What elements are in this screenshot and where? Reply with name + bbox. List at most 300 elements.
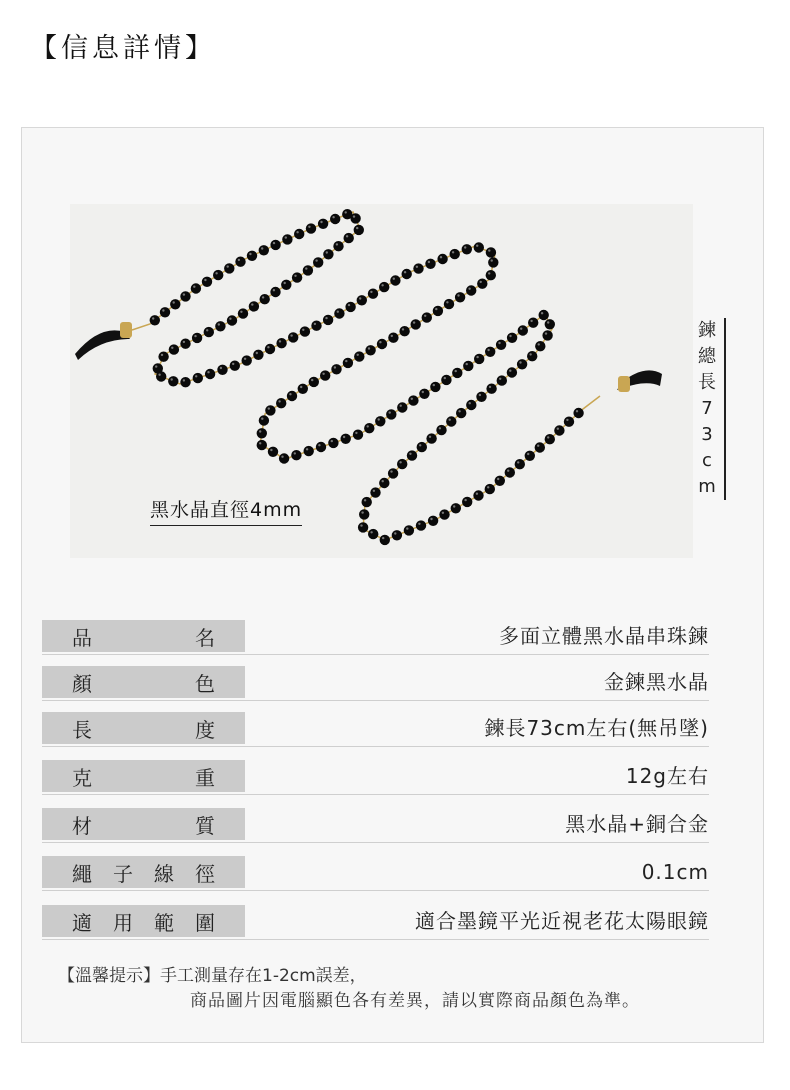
- crystal-bead: [276, 398, 286, 408]
- bead-highlight: [418, 523, 420, 525]
- bead-highlight: [215, 272, 217, 274]
- spec-label-char: 長: [72, 717, 92, 742]
- bead-highlight: [284, 282, 286, 284]
- crystal-bead: [407, 450, 417, 460]
- crystal-bead: [205, 369, 215, 379]
- bead-highlight: [345, 211, 347, 213]
- crystal-bead: [390, 275, 400, 285]
- bead-highlight: [229, 318, 231, 320]
- bead-highlight: [232, 363, 234, 365]
- crystal-bead: [311, 321, 321, 331]
- bead-highlight: [305, 267, 307, 269]
- crystal-bead: [328, 438, 338, 448]
- crystal-bead: [230, 361, 240, 371]
- crystal-bead: [150, 315, 160, 325]
- bead-highlight: [452, 251, 454, 253]
- crystal-bead: [462, 244, 472, 254]
- bead-highlight: [399, 461, 401, 463]
- bead-highlight: [194, 335, 196, 337]
- bead-highlight: [364, 499, 366, 501]
- bead-highlight: [204, 279, 206, 281]
- crystal-bead: [399, 326, 409, 336]
- spec-label-char: 子: [113, 861, 133, 886]
- spec-label-char: 顏: [72, 671, 92, 696]
- bead-highlight: [382, 537, 384, 539]
- bead-highlight: [308, 226, 310, 228]
- crystal-bead: [331, 364, 341, 374]
- crystal-bead: [411, 319, 421, 329]
- bead-highlight: [491, 259, 493, 261]
- spec-value: 黑水晶+銅合金: [565, 812, 709, 836]
- bead-highlight: [480, 281, 482, 283]
- crystal-bead: [426, 433, 436, 443]
- crystal-bead: [323, 315, 333, 325]
- bead-highlight: [361, 511, 363, 513]
- crystal-bead: [318, 219, 328, 229]
- spec-row: [42, 712, 709, 747]
- spec-row: [42, 808, 709, 843]
- bead-highlight: [390, 470, 392, 472]
- bead-highlight: [446, 301, 448, 303]
- bead-highlight: [251, 303, 253, 305]
- spec-label: [42, 856, 245, 888]
- crystal-bead: [294, 229, 304, 239]
- crystal-bead: [379, 282, 389, 292]
- bead-highlight: [464, 499, 466, 501]
- crystal-bead: [259, 245, 269, 255]
- bead-highlight: [389, 411, 391, 413]
- bead-highlight: [424, 315, 426, 317]
- crystal-bead: [528, 318, 538, 328]
- crystal-bead: [343, 358, 353, 368]
- bead-highlight: [440, 256, 442, 258]
- spec-label-char: 名: [195, 625, 215, 650]
- right-coil: [618, 376, 630, 392]
- crystal-bead: [413, 263, 423, 273]
- crystal-bead: [402, 269, 412, 279]
- spec-label: [42, 620, 245, 652]
- length-label-char: 總: [698, 346, 716, 367]
- crystal-bead: [362, 497, 372, 507]
- crystal-bead: [539, 310, 549, 320]
- crystal-bead: [485, 484, 495, 494]
- bead-highlight: [306, 448, 308, 450]
- spec-value: 0.1cm: [641, 860, 709, 884]
- crystal-bead: [354, 351, 364, 361]
- length-label-char: 長: [698, 372, 716, 393]
- crystal-bead: [463, 361, 473, 371]
- crystal-bead: [377, 339, 387, 349]
- crystal-bead: [452, 368, 462, 378]
- crystal-bead: [291, 450, 301, 460]
- crystal-bead: [265, 344, 275, 354]
- bead-highlight: [290, 334, 292, 336]
- crystal-bead: [270, 240, 280, 250]
- crystal-bead: [306, 223, 316, 233]
- bead-highlight: [435, 308, 437, 310]
- crystal-bead: [554, 425, 564, 435]
- crystal-bead: [298, 384, 308, 394]
- bead-highlight: [541, 312, 543, 314]
- bead-highlight: [183, 379, 185, 381]
- bead-highlight: [193, 286, 195, 288]
- crystal-bead: [259, 415, 269, 425]
- bead-highlight: [509, 370, 511, 372]
- crystal-bead: [392, 530, 402, 540]
- bead-highlight: [419, 444, 421, 446]
- crystal-bead: [428, 516, 438, 526]
- crystal-bead: [282, 234, 292, 244]
- crystal-bead: [333, 241, 343, 251]
- crystal-bead: [535, 341, 545, 351]
- length-label-char: c: [702, 450, 712, 471]
- crystal-bead: [439, 509, 449, 519]
- crystal-bead: [345, 302, 355, 312]
- bead-highlight: [268, 407, 270, 409]
- bead-highlight: [466, 363, 468, 365]
- spec-label-char: 質: [195, 813, 215, 838]
- bead-highlight: [537, 445, 539, 447]
- crystal-bead: [268, 447, 278, 457]
- bead-highlight: [183, 293, 185, 295]
- bead-highlight: [320, 221, 322, 223]
- crystal-bead: [515, 459, 525, 469]
- crystal-bead: [446, 416, 456, 426]
- spec-label: [42, 666, 245, 698]
- crystal-bead: [279, 453, 289, 463]
- bead-highlight: [173, 301, 175, 303]
- bead-highlight: [391, 335, 393, 337]
- crystal-bead: [419, 389, 429, 399]
- crystal-bead: [505, 467, 515, 477]
- bead-highlight: [428, 261, 430, 263]
- spec-label-char: 克: [72, 765, 92, 790]
- crystal-bead: [292, 272, 302, 282]
- bead-highlight: [281, 456, 283, 458]
- spec-label-char: 線: [154, 861, 174, 886]
- crystal-bead: [450, 249, 460, 259]
- crystal-bead: [517, 359, 527, 369]
- spec-label-char: 色: [195, 671, 215, 696]
- bead-highlight: [207, 371, 209, 373]
- bead-highlight: [368, 347, 370, 349]
- bead-highlight: [249, 253, 251, 255]
- crystal-bead: [170, 299, 180, 309]
- crystal-bead: [168, 376, 178, 386]
- spec-label: [42, 760, 245, 792]
- crystal-bead: [495, 476, 505, 486]
- spec-value: 鍊長73cm左右(無吊墜): [484, 716, 709, 740]
- crystal-bead: [368, 289, 378, 299]
- bead-highlight: [394, 532, 396, 534]
- bead-highlight: [227, 265, 229, 267]
- bead-highlight: [530, 320, 532, 322]
- bead-highlight: [538, 343, 540, 345]
- crystal-bead: [353, 430, 363, 440]
- crystal-bead: [507, 333, 517, 343]
- crystal-bead: [180, 377, 190, 387]
- bead-highlight: [416, 266, 418, 268]
- crystal-bead: [316, 442, 326, 452]
- bead-highlight: [381, 284, 383, 286]
- crystal-bead: [486, 270, 496, 280]
- bead-highlight: [487, 349, 489, 351]
- bead-highlight: [162, 309, 164, 311]
- bead-highlight: [458, 410, 460, 412]
- bead-highlight: [311, 379, 313, 381]
- bead-highlight: [195, 375, 197, 377]
- crystal-bead: [265, 405, 275, 415]
- crystal-bead: [202, 277, 212, 287]
- bead-highlight: [409, 453, 411, 455]
- page-title: 【信息詳情】: [30, 33, 216, 64]
- bead-highlight: [402, 328, 404, 330]
- bead-highlight: [370, 531, 372, 533]
- bead-highlight: [158, 374, 160, 376]
- bead-highlight: [373, 490, 375, 492]
- bead-highlight: [411, 398, 413, 400]
- bead-highlight: [314, 323, 316, 325]
- crystal-bead: [249, 301, 259, 311]
- bead-highlight: [378, 418, 380, 420]
- bead-highlight: [334, 366, 336, 368]
- bead-highlight: [296, 231, 298, 233]
- bead-highlight: [278, 400, 280, 402]
- bead-highlight: [520, 328, 522, 330]
- crystal-bead: [257, 440, 267, 450]
- bead-highlight: [517, 461, 519, 463]
- crystal-bead: [323, 249, 333, 259]
- bead-highlight: [220, 367, 222, 369]
- crystal-bead: [388, 333, 398, 343]
- bead-highlight: [507, 470, 509, 472]
- spec-label-char: 材: [72, 813, 92, 838]
- spec-value: 多面立體黑水晶串珠鍊: [499, 624, 709, 648]
- bead-highlight: [355, 432, 357, 434]
- spec-label-char: 品: [72, 625, 92, 650]
- notice-line-2: 商品圖片因電腦顯色各有差異，請以實際商品顏色為準。: [190, 991, 640, 1011]
- crystal-bead: [288, 332, 298, 342]
- crystal-bead: [486, 384, 496, 394]
- crystal-bead: [242, 355, 252, 365]
- bead-highlight: [406, 527, 408, 529]
- crystal-bead: [215, 321, 225, 331]
- bead-highlight: [479, 394, 481, 396]
- crystal-bead: [518, 325, 528, 335]
- spec-value: 12g左右: [625, 764, 709, 788]
- bead-highlight: [294, 452, 296, 454]
- crystal-bead: [525, 451, 535, 461]
- crystal-bead: [193, 373, 203, 383]
- bead-highlight: [499, 378, 501, 380]
- bead-highlight: [433, 384, 435, 386]
- crystal-bead: [368, 529, 378, 539]
- bead-highlight: [273, 242, 275, 244]
- bead-highlight: [348, 304, 350, 306]
- bead-highlight: [171, 347, 173, 349]
- bead-highlight: [488, 272, 490, 274]
- spec-row: [42, 905, 709, 940]
- bead-highlight: [218, 323, 220, 325]
- bead-highlight: [289, 393, 291, 395]
- bead-highlight: [183, 341, 185, 343]
- bead-highlight: [370, 291, 372, 293]
- bead-highlight: [509, 335, 511, 337]
- spec-label: [42, 808, 245, 840]
- crystal-bead: [433, 306, 443, 316]
- bead-highlight: [422, 391, 424, 393]
- bead-highlight: [455, 370, 457, 372]
- bead-highlight: [476, 245, 478, 247]
- spec-row: [42, 666, 709, 701]
- bead-highlight: [488, 249, 490, 251]
- bead-highlight: [497, 478, 499, 480]
- bead-highlight: [487, 486, 489, 488]
- crystal-bead: [573, 408, 583, 418]
- bead-highlight: [360, 524, 362, 526]
- crystal-bead: [441, 375, 451, 385]
- crystal-bead: [334, 308, 344, 318]
- bead-highlight: [498, 342, 500, 344]
- crystal-bead: [397, 459, 407, 469]
- bead-highlight: [206, 329, 208, 331]
- crystal-bead: [156, 371, 166, 381]
- bead-highlight: [270, 449, 272, 451]
- crystal-bead: [300, 326, 310, 336]
- bead-highlight: [367, 425, 369, 427]
- bead-highlight: [379, 341, 381, 343]
- bead-highlight: [353, 215, 355, 217]
- bead-highlight: [152, 317, 154, 319]
- bead-highlight: [430, 518, 432, 520]
- bead-highlight: [545, 332, 547, 334]
- spec-row: [42, 856, 709, 891]
- crystal-bead: [476, 392, 486, 402]
- crystal-bead: [303, 265, 313, 275]
- notice-prefix: 【溫馨提示】: [58, 966, 160, 986]
- crystal-bead: [354, 225, 364, 235]
- bead-highlight: [240, 311, 242, 313]
- crystal-bead: [477, 279, 487, 289]
- crystal-bead: [192, 333, 202, 343]
- crystal-bead: [364, 423, 374, 433]
- bead-highlight: [442, 512, 444, 514]
- bead-highlight: [547, 436, 549, 438]
- crystal-bead: [380, 535, 390, 545]
- crystal-bead: [359, 509, 369, 519]
- spec-label-char: 圍: [195, 910, 215, 935]
- crystal-bead: [417, 442, 427, 452]
- crystal-bead: [425, 259, 435, 269]
- bead-highlight: [449, 419, 451, 421]
- spec-label: [42, 712, 245, 744]
- bead-highlight: [337, 311, 339, 313]
- bead-highlight: [345, 360, 347, 362]
- crystal-bead: [304, 446, 314, 456]
- bead-highlight: [444, 377, 446, 379]
- spec-label-char: 徑: [195, 861, 215, 886]
- bead-highlight: [238, 259, 240, 261]
- bead-highlight: [259, 430, 261, 432]
- crystal-bead: [430, 382, 440, 392]
- bead-highlight: [161, 354, 163, 356]
- bead-highlight: [400, 405, 402, 407]
- crystal-bead: [416, 520, 426, 530]
- crystal-bead: [191, 283, 201, 293]
- spec-label: [42, 905, 245, 937]
- bead-highlight: [343, 436, 345, 438]
- bead-highlight: [469, 402, 471, 404]
- spec-value: 適合墨鏡平光近視老花太陽眼鏡: [415, 909, 709, 933]
- bead-highlight: [429, 436, 431, 438]
- crystal-bead: [564, 417, 574, 427]
- crystal-bead: [456, 408, 466, 418]
- crystal-bead: [422, 312, 432, 322]
- bead-highlight: [576, 410, 578, 412]
- crystal-bead: [473, 490, 483, 500]
- bead-highlight: [155, 365, 157, 367]
- crystal-bead: [224, 263, 234, 273]
- crystal-bead: [213, 270, 223, 280]
- bead-highlight: [359, 297, 361, 299]
- left-coil: [120, 322, 132, 338]
- bead-highlight: [346, 235, 348, 237]
- crystal-bead: [455, 292, 465, 302]
- length-label-char: m: [698, 476, 716, 497]
- bead-highlight: [336, 243, 338, 245]
- crystal-bead: [260, 294, 270, 304]
- bead-highlight: [439, 427, 441, 429]
- spec-label-char: 用: [113, 910, 133, 935]
- bead-highlight: [332, 216, 334, 218]
- notice-line-1: 手工測量存在1-2cm誤差，: [160, 966, 367, 986]
- crystal-bead: [313, 257, 323, 267]
- bead-highlight: [322, 373, 324, 375]
- crystal-bead: [507, 367, 517, 377]
- crystal-bead: [270, 287, 280, 297]
- bead-highlight: [547, 321, 549, 323]
- crystal-bead: [388, 468, 398, 478]
- bead-highlight: [302, 329, 304, 331]
- crystal-bead: [436, 425, 446, 435]
- crystal-bead: [204, 327, 214, 337]
- crystal-bead: [437, 254, 447, 264]
- spec-label-char: 重: [195, 765, 215, 790]
- crystal-bead: [350, 213, 360, 223]
- crystal-bead: [330, 214, 340, 224]
- crystal-bead: [281, 280, 291, 290]
- crystal-bead: [180, 339, 190, 349]
- bead-highlight: [566, 419, 568, 421]
- bead-highlight: [325, 317, 327, 319]
- bead-highlight: [393, 278, 395, 280]
- spec-label-char: 適: [72, 910, 92, 935]
- bead-highlight: [457, 294, 459, 296]
- bead-highlight: [315, 259, 317, 261]
- bead-highlight: [464, 246, 466, 248]
- bead-highlight: [453, 505, 455, 507]
- length-label-char: 鍊: [698, 320, 716, 341]
- crystal-bead: [466, 285, 476, 295]
- length-label-char: 3: [701, 424, 713, 445]
- crystal-bead: [375, 416, 385, 426]
- bead-highlight: [294, 275, 296, 277]
- bead-highlight: [256, 352, 258, 354]
- notice: [58, 964, 640, 1014]
- bead-highlight: [382, 480, 384, 482]
- crystal-bead: [397, 402, 407, 412]
- bead-highlight: [244, 358, 246, 360]
